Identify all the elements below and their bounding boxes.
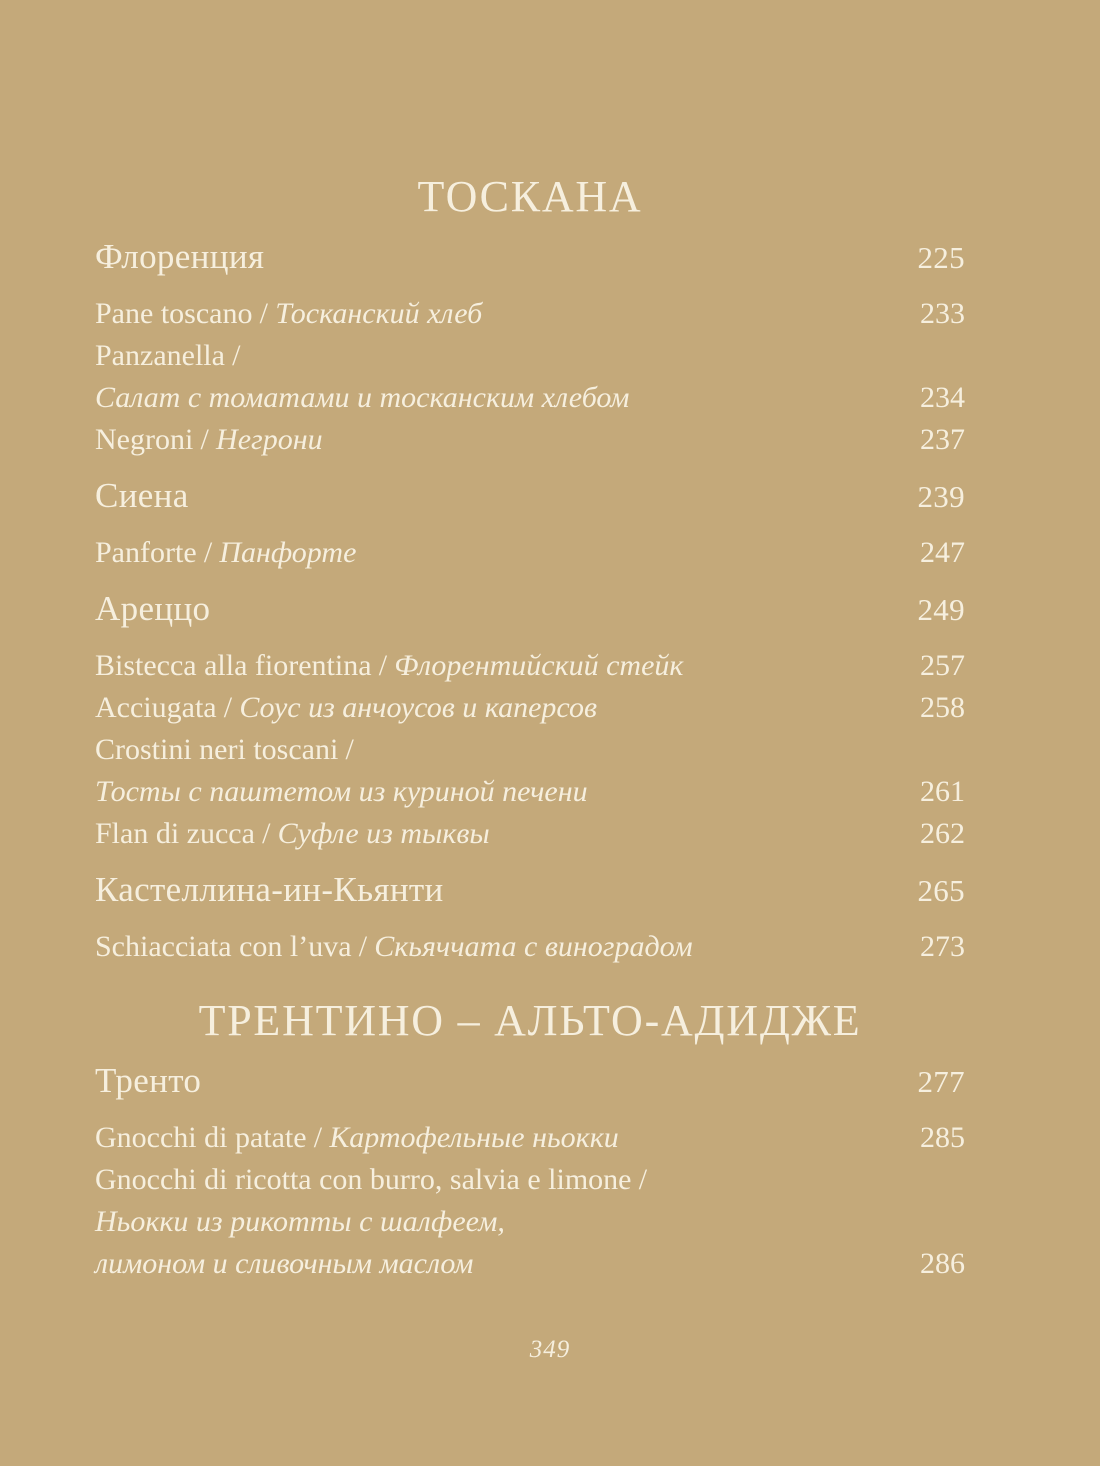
page-reference: 247: [920, 536, 965, 569]
page-reference: 265: [917, 873, 965, 908]
toc-recipe-row: [95, 771, 965, 813]
toc-recipe-row: [95, 1159, 965, 1201]
recipe-name-latin: Gnocchi di patate: [95, 1121, 307, 1154]
page-reference: 234: [920, 381, 965, 414]
toc-city-row: [95, 1060, 965, 1103]
recipe-name-russian: Тосты с паштетом из куриной печени: [95, 775, 588, 808]
recipe-name-latin: Panforte: [95, 536, 197, 569]
toc-city-row: [95, 869, 965, 912]
separator-slash: /: [223, 691, 233, 724]
page-reference: 249: [917, 592, 965, 627]
toc-recipe-row: [95, 1243, 965, 1285]
separator-slash: /: [259, 297, 268, 330]
entry-text: [95, 1117, 901, 1159]
recipe-name-latin: Acciugata: [95, 691, 217, 724]
recipe-name-russian: Скьяччата с виноградом: [374, 930, 693, 963]
page-reference: 233: [920, 297, 965, 330]
entry-text: [95, 813, 901, 855]
page-reference: 273: [920, 930, 965, 963]
toc-recipe-row: [95, 645, 965, 687]
recipe-name-russian: Салат с томатами и тосканским хлебом: [95, 381, 630, 414]
separator-slash: /: [345, 733, 354, 766]
toc-section-title: ТОСКАНА: [417, 172, 643, 221]
toc: [95, 172, 965, 1285]
entry-text: [95, 377, 901, 419]
recipe-name-russian: Суфле из тыквы: [277, 817, 490, 850]
toc-recipe-row: [95, 1117, 965, 1159]
page-reference: 285: [920, 1121, 965, 1154]
recipe-name-russian: Соус из анчоусов и каперсов: [239, 691, 597, 724]
entry-text: [95, 729, 901, 771]
recipe-name-latin: Gnocchi di ricotta con burro, salvia e limone: [95, 1163, 632, 1196]
entry-text: [95, 645, 901, 687]
toc-recipe-row: [95, 419, 965, 461]
separator-slash: /: [378, 649, 388, 682]
recipe-name-latin: Schiacciata con l’uva: [95, 930, 352, 963]
toc-recipe-row: [95, 926, 965, 968]
toc-recipe-row: [95, 293, 965, 335]
page-reference: 258: [920, 691, 965, 724]
entry-text: [95, 1243, 901, 1285]
recipe-name-russian: Картофельные ньокки: [329, 1121, 619, 1154]
city-name: Кастеллина-ин-Кьянти: [95, 870, 444, 909]
page-reference: 225: [917, 240, 965, 275]
recipe-name-latin: Bistecca alla fiorentina: [95, 649, 372, 682]
city-name: Сиена: [95, 476, 189, 515]
entry-text: [95, 475, 901, 517]
toc-recipe-row: [95, 1201, 965, 1243]
toc-recipe-row: [95, 377, 965, 419]
page-reference: 277: [917, 1064, 965, 1099]
separator-slash: /: [262, 817, 271, 850]
city-name: Тренто: [95, 1061, 202, 1100]
toc-recipe-row: [95, 687, 965, 729]
entry-text: [95, 236, 901, 278]
entry-text: [95, 532, 901, 574]
entry-text: [95, 588, 901, 630]
entry-text: [95, 419, 901, 461]
page-reference: 286: [920, 1247, 965, 1280]
recipe-name-russian: Ньокки из рикотты с шалфеем,: [95, 1205, 505, 1238]
entry-text: [95, 869, 901, 911]
entry-text: [95, 1201, 901, 1243]
recipe-name-russian: лимоном и сливочным маслом: [95, 1247, 474, 1280]
entry-text: [95, 687, 901, 729]
separator-slash: /: [313, 1121, 323, 1154]
recipe-name-latin: Negroni: [95, 423, 194, 456]
separator-slash: /: [200, 423, 209, 456]
entry-text: [95, 1060, 901, 1102]
recipe-name-latin: Pane toscano: [95, 297, 253, 330]
recipe-name-latin: Flan di zucca: [95, 817, 255, 850]
separator-slash: /: [232, 339, 241, 372]
toc-recipe-row: [95, 729, 965, 771]
recipe-name-russian: Панфорте: [219, 536, 357, 569]
entry-text: [95, 926, 901, 968]
separator-slash: /: [638, 1163, 648, 1196]
toc-recipe-row: [95, 335, 965, 377]
page-reference: 237: [920, 423, 965, 456]
city-name: Ареццо: [95, 589, 211, 628]
entry-text: [95, 771, 901, 813]
recipe-name-russian: Негрони: [216, 423, 323, 456]
separator-slash: /: [358, 930, 368, 963]
page-reference: 261: [920, 775, 965, 808]
recipe-name-russian: Тосканский хлеб: [275, 297, 483, 330]
separator-slash: /: [203, 536, 213, 569]
recipe-name-latin: Panzanella: [95, 339, 225, 372]
entry-text: [95, 335, 901, 377]
toc-city-row: [95, 475, 965, 518]
recipe-name-latin: Crostini neri toscani: [95, 733, 339, 766]
toc-recipe-row: [95, 813, 965, 855]
page-reference: 239: [917, 479, 965, 514]
toc-section-title: ТРЕНТИНО – АЛЬТО-АДИДЖЕ: [198, 996, 862, 1045]
toc-recipe-row: [95, 532, 965, 574]
recipe-name-russian: Флорентийский стейк: [394, 649, 684, 682]
entry-text: [95, 1159, 901, 1201]
entry-text: [95, 293, 901, 335]
folio-page-number: 349: [529, 1336, 571, 1363]
toc-city-row: [95, 588, 965, 631]
page-reference: 257: [920, 649, 965, 682]
toc-city-row: [95, 236, 965, 279]
city-name: Флоренция: [95, 237, 265, 276]
page-reference: 262: [920, 817, 965, 850]
